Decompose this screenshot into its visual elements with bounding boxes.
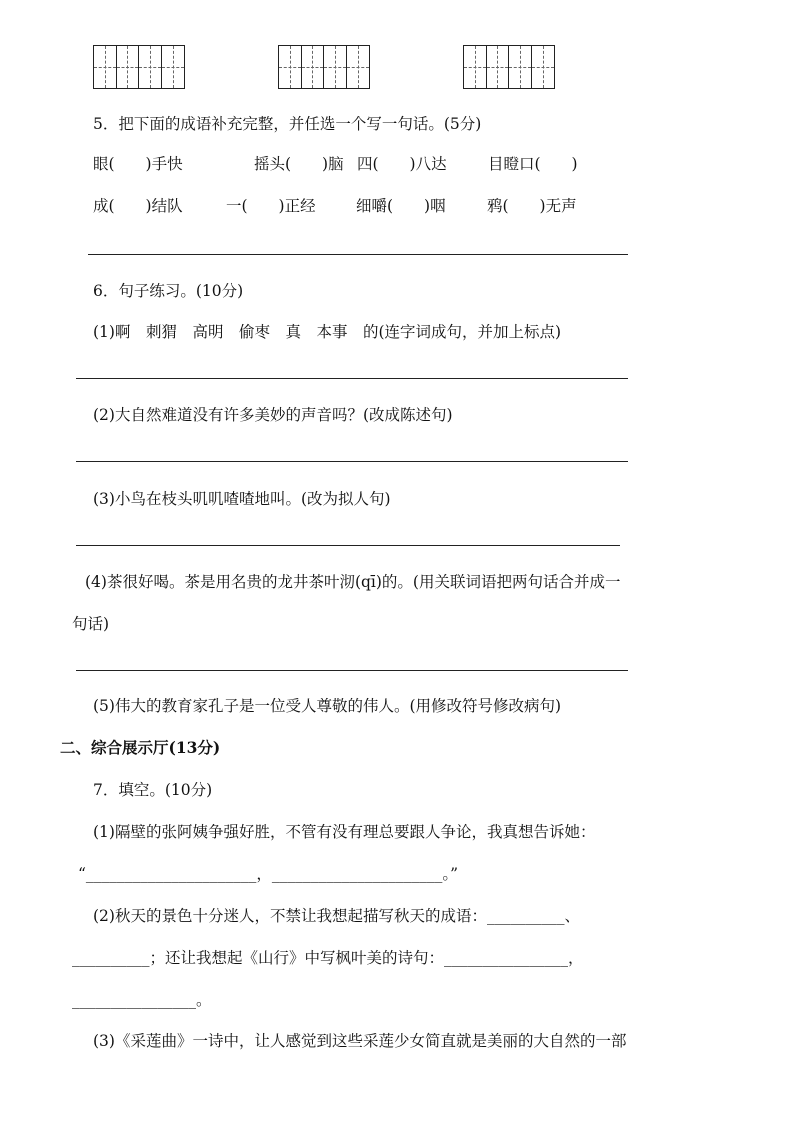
grid-cell[interactable]	[324, 46, 347, 88]
writing-grid-1[interactable]	[93, 45, 185, 89]
idiom-item: 鸦( )无声	[487, 197, 577, 215]
q6-sentence-4-line1: (4)茶很好喝。茶是用名贵的龙井茶叶沏(qī)的。(用关联词语把两句话合并成一	[85, 573, 621, 591]
answer-line[interactable]	[76, 670, 628, 671]
grid-cell[interactable]	[162, 46, 185, 88]
q6-sentence-5: (5)伟大的教育家孔子是一位受人尊敬的伟人。(用修改符号修改病句)	[93, 697, 562, 715]
grid-cell[interactable]	[302, 46, 325, 88]
answer-line[interactable]	[76, 461, 628, 462]
q7-part3-text: (3)《采莲曲》一诗中，让人感觉到这些采莲少女简直就是美丽的大自然的一部	[93, 1032, 627, 1050]
grid-cell[interactable]	[279, 46, 302, 88]
q6-sentence-3: (3)小鸟在枝头叽叽喳喳地叫。(改为拟人句)	[93, 490, 391, 508]
q6-sentence-1: (1)啊 刺猬 高明 偷枣 真 本事 的(连字词成句，并加上标点)	[93, 323, 562, 341]
grid-cell[interactable]	[487, 46, 510, 88]
idiom-item: 四( )八达	[357, 155, 447, 173]
q6-sentence-2: (2)大自然难道没有许多美妙的声音吗？(改成陈述句)	[93, 406, 453, 424]
q7-part2-blank-end[interactable]: ________________。	[72, 991, 212, 1009]
idiom-item: 眼( )手快	[93, 155, 183, 173]
grid-cell[interactable]	[139, 46, 162, 88]
grid-cell[interactable]	[464, 46, 487, 88]
grid-cell[interactable]	[117, 46, 140, 88]
q5-title: 5．把下面的成语补充完整，并任选一个写一句话。(5分)	[93, 115, 482, 133]
q6-title: 6．句子练习。(10分)	[93, 282, 244, 300]
answer-line[interactable]	[76, 378, 628, 379]
writing-grid-3[interactable]	[463, 45, 555, 89]
q7-title: 7．填空。(10分)	[93, 781, 213, 799]
grid-cell[interactable]	[509, 46, 532, 88]
q7-part1-text: (1)隔壁的张阿姨争强好胜，不管有没有理总要跟人争论，我真想告诉她：	[93, 823, 596, 841]
idiom-item: 成( )结队	[93, 197, 183, 215]
idiom-item: 细嚼( )咽	[356, 197, 446, 215]
idiom-item: 摇头( )脑	[254, 155, 344, 173]
idiom-item: 目瞪口( )	[488, 155, 578, 173]
q7-part2-blanks[interactable]: __________；还让我想起《山行》中写枫叶美的诗句：________________，	[72, 949, 584, 967]
grid-cell[interactable]	[94, 46, 117, 88]
grid-cell[interactable]	[532, 46, 555, 88]
q6-sentence-4-line2: 句话)	[72, 615, 110, 633]
q7-part2-text: (2)秋天的景色十分迷人，不禁让我想起描写秋天的成语：__________、	[93, 907, 580, 925]
idiom-item: 一( )正经	[226, 197, 316, 215]
answer-line[interactable]	[76, 545, 620, 546]
writing-grid-2[interactable]	[278, 45, 370, 89]
grid-cell[interactable]	[347, 46, 370, 88]
answer-line[interactable]	[88, 254, 628, 255]
q7-part1-blanks[interactable]: “______________________，______________________。”	[78, 865, 459, 883]
section-heading: 二、综合展示厅(13分)	[60, 738, 221, 757]
